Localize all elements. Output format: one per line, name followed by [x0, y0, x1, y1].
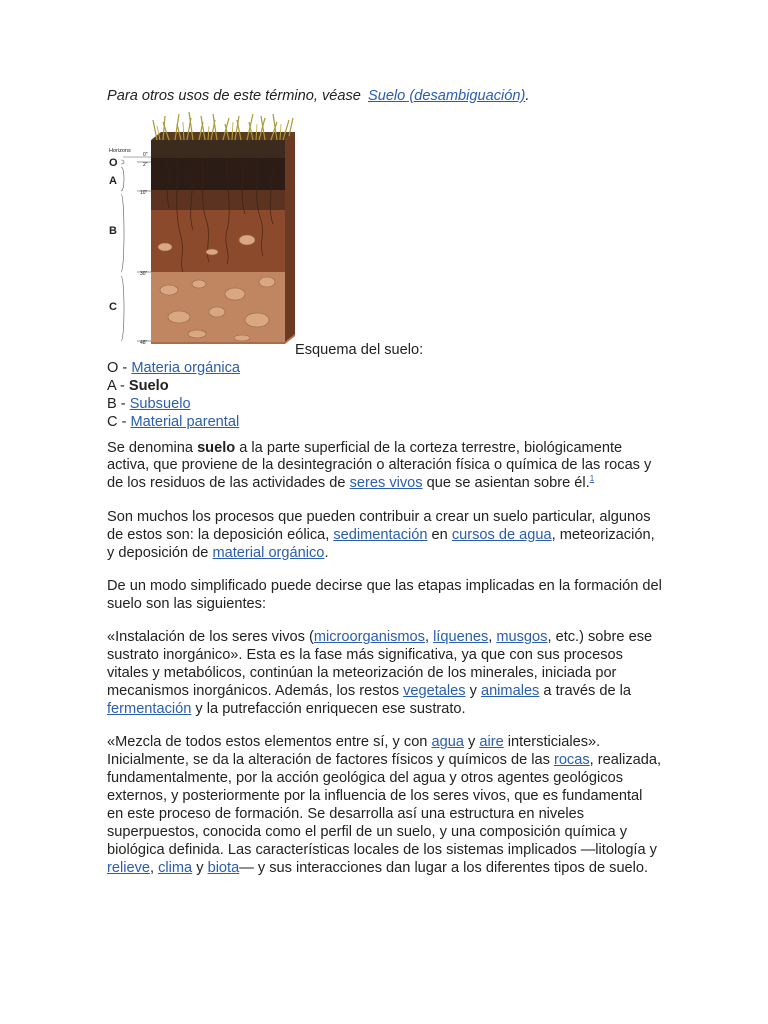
cursos-de-agua-link[interactable]: cursos de agua [451, 526, 552, 543]
paragraph-processes: Son muchos los procesos que pueden contribuir a crear un suelo particular, algunos de estos son: la deposición eólica, sedimentación en cursos de agua, meteorización, y deposición de material orgánico. [107, 508, 655, 561]
agua-link[interactable]: agua [431, 734, 464, 751]
sedimentacion-link[interactable]: sedimentación [333, 526, 428, 543]
svg-text:2": 2" [143, 161, 148, 168]
animales-link[interactable]: animales [480, 683, 540, 699]
paragraph-stage-living-beings: «Instalación de los seres vivos (microorganismos, líquenes, musgos, etc.) sobre ese sustrato inorgánico». Esta es la fase más significativa, ya que con sus procesos vitales y metabólicos, continúan la meteorización de los minerales, iniciada por mecanismos inorgánicos. Además, los restos vegetales y animales a través de la fermentación y la putrefacción enriquecen ese sustrato. [107, 629, 653, 717]
paragraph-definition: Se denomina suelo a la parte superficial de la corteza terrestre, biológicamente activa, que proviene de la desintegración o alteración física o química de las rocas y de los residuos de las actividades de seres vivos que se asientan sobre él.$^1$ [107, 439, 652, 492]
material-parental-link[interactable]: Material parental [130, 413, 240, 430]
soil-profile-image [107, 112, 295, 360]
hatnote [107, 88, 662, 106]
legend-item-c: C - Material parental [107, 413, 240, 430]
svg-text:O: O [109, 156, 118, 169]
suelo-bold: Suelo [128, 377, 169, 394]
legend-item-a: A - Suelo [107, 377, 169, 394]
figure-caption: Esquema del suelo: [295, 342, 424, 358]
legend-item-b: B - Subsuelo [107, 395, 191, 412]
materia-organica-link[interactable]: Materia orgánica [131, 359, 241, 376]
svg-text:B: B [109, 224, 117, 237]
svg-text:C: C [109, 300, 117, 313]
vegetales-link[interactable]: vegetales [403, 683, 466, 699]
rocas-link[interactable]: rocas [553, 752, 590, 769]
horizons-label: Horizons [109, 147, 131, 154]
svg-text:10": 10" [140, 189, 148, 196]
clima-link[interactable]: clima [158, 859, 193, 876]
seres-vivos-link[interactable]: seres vivos [349, 475, 423, 492]
disambiguation-link[interactable]: Suelo (desambiguación) [367, 88, 526, 104]
microorganismos-link[interactable]: microorganismos [313, 629, 425, 646]
liquenes-link[interactable]: líquenes [433, 629, 489, 646]
biota-link[interactable]: biota [207, 859, 240, 876]
soil-legend [107, 360, 662, 432]
subsuelo-link[interactable]: Subsuelo [129, 395, 191, 412]
relieve-link[interactable]: relieve [107, 859, 150, 876]
paragraph-stages-intro: De un modo simplificado puede decirse que las etapas implicadas en la formación del suelo son las siguientes: [107, 577, 662, 612]
material-organico-link[interactable]: material orgánico [212, 544, 325, 561]
soil-figure [107, 112, 662, 360]
reference-1-link[interactable]: 1 [589, 474, 595, 484]
svg-text:A: A [109, 174, 117, 187]
svg-text:30": 30" [140, 270, 148, 277]
musgos-link[interactable]: musgos [496, 629, 548, 646]
hatnote-suffix: . [525, 88, 530, 104]
article-body [107, 88, 662, 893]
legend-item-o: O - Materia orgánica [107, 359, 241, 376]
paragraph-stage-mixing: «Mezcla de todos estos elementos entre sí, y con agua y aire intersticiales». Inicialmente, se da la alteración de factores físicos y químicos de las rocas, realizada, fundamentalmente, por la acción geológica del agua y otros agentes geológicos externos, y posteriormente por la influencia de los seres vivos, que es fundamental en este proceso de formación. Se desarrolla así una estructura en niveles superpuestos, conocida como el perfil de un suelo, y una composición química y biológica definida. Las características locales de los sistemas implicados —litología y relieve, clima y biota— y sus interacciones dan lugar a los diferentes tipos de suelo. [107, 734, 662, 876]
hatnote-prefix: Para otros usos de este término, véase [107, 88, 361, 104]
fermentacion-link[interactable]: fermentación [107, 700, 192, 717]
aire-link[interactable]: aire [479, 734, 504, 751]
svg-text:0": 0" [143, 151, 148, 158]
svg-text:48": 48" [140, 339, 148, 346]
